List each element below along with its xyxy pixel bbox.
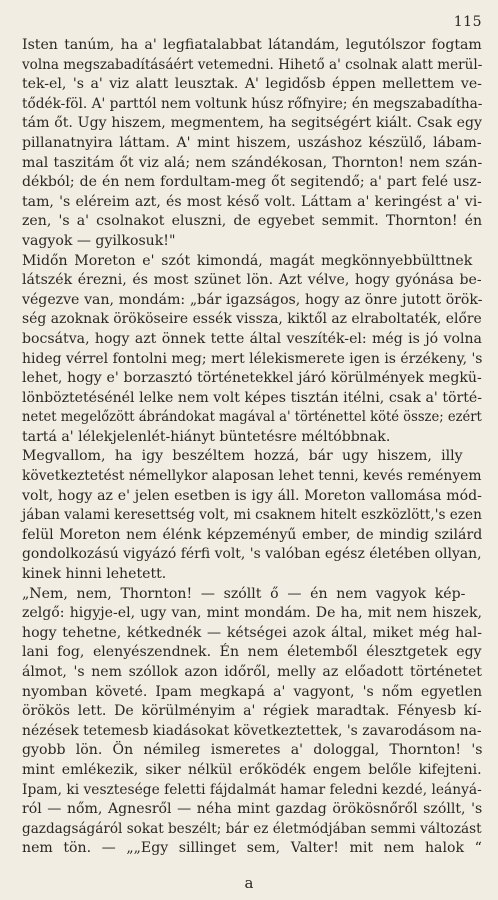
body-text bbox=[22, 36, 482, 859]
text-line: vagyok — gyilkosuk!" bbox=[22, 232, 176, 249]
text-line: Megvallom, ha igy beszéltem hozzá, bár ugy hiszem, illy bbox=[22, 448, 463, 465]
text-line: volt, hogy az e' jelen esetben is igy áll. Moreton vallomása mód- bbox=[22, 487, 482, 504]
text-line: Ipam, ki vesztesége feletti fájdalmát hamar feledni kezdé, leányá- bbox=[22, 781, 482, 798]
text-line: végezve van, mondám: „bár igazságos, hogy az önre jutott örök- bbox=[22, 291, 483, 308]
signature-mark: a bbox=[244, 874, 254, 892]
text-line: gazdagságáról sokat beszélt; bár ez életmódjában semmi változást bbox=[22, 820, 482, 837]
text-line: hogy tehetne, kétkednék — kétségei azok által, miket még hal- bbox=[22, 624, 483, 641]
text-line: ség azoknak örököseire essék vissza, kiktől az elraboltaték, előre bbox=[22, 311, 482, 328]
text-line: nyomban követé. Ipam megkapá a' vagyont, 's nőm egyetlen bbox=[22, 683, 483, 700]
text-line: tám őt. Ugy hiszem, megmentem, ha segitségért kiált. Csak egy bbox=[22, 115, 482, 132]
text-line: „Nem, nem, Thornton! — szóllt ő — én nem vagyok kép- bbox=[22, 585, 466, 602]
text-line: lani fog, elenyészendnek. Én nem életemből élesztgetek egy bbox=[22, 644, 482, 661]
text-line: lehet, hogy e' borzasztó történetekkel járó körülmények megkü- bbox=[22, 370, 482, 387]
text-line: netet megelőzött ábrándokat magával a' történettel köté össze; ezért bbox=[22, 409, 482, 426]
text-line: zelgő: higyje-el, ugy van, mint mondám. De ha, mit nem hiszek, bbox=[22, 605, 483, 622]
text-line: mal taszitám őt viz alá; nem szándékosan, Thornton! nem szán- bbox=[22, 154, 483, 171]
text-line: hideg vérrel fontolni meg; mert lélekismerete igen is érzékeny, 's bbox=[22, 350, 483, 367]
text-line: lönböztetésénél lelke nem volt képes tisztán itélni, csak a' törté- bbox=[22, 389, 482, 406]
text-line: zen, 's a' csolnakot eluszni, de egyebet semmit. Thornton! én bbox=[22, 213, 483, 230]
text-line: tek-el, 's a' viz alatt leusztak. A' legidősb éppen mellettem ve- bbox=[22, 76, 482, 93]
text-line: következtetést némellykor alaposan lehet tenni, kevés reményem bbox=[22, 468, 482, 485]
text-line: volna megszabadításáért vetemedni. Hihető a' csolnak alatt merül- bbox=[22, 56, 483, 73]
text-line: látszék érezni, és most szünet lön. Azt vélve, hogy gyónása be- bbox=[22, 272, 482, 289]
text-line: Midőn Moreton e' szót kimondá, magát megkönnyebbülttnek bbox=[22, 252, 473, 269]
text-line: tam, 's eléreim azt, és most késő volt. Láttam a' keringést a' vi- bbox=[22, 193, 483, 210]
page-number: 115 bbox=[453, 14, 482, 30]
text-line: Isten tanúm, ha a' legfiatalabbat látandám, legutólszor fogtam bbox=[22, 37, 482, 53]
text-line: tődék-föl. A' parttól nem voltunk húsz rőfnyire; én megszabadítha- bbox=[22, 95, 483, 112]
text-line: pillanatnyira láttam. A' mint hiszem, uszáshoz készülő, lábam- bbox=[22, 134, 482, 151]
text-line: örökös lett. De körülményim a' régiek maradtak. Fényesb kí- bbox=[22, 703, 482, 720]
text-line: jában valami keresettség volt, mi csaknem hitelt eszközlött,'s ezen bbox=[22, 507, 482, 524]
text-line: mint emlékezik, siker nélkül erőködék engem belőle kifejteni. bbox=[22, 761, 482, 778]
text-line: bocsátva, hogy azt önnek tette által veszíték-el: még is jó volna bbox=[22, 330, 482, 347]
text-line: nem tön. — „„Egy sillinget sem, Valter! mit nem halok “ bbox=[22, 840, 482, 857]
text-line: ról — nőm, Agnesről — néha mint gazdag örökösnőről szóllt, 's bbox=[22, 801, 483, 818]
text-line: nézések tetemesb kiadásokat következtettek, 's zavarodásom na- bbox=[22, 722, 482, 739]
text-line: álmot, 's nem szóllok azon időről, melly az előadott történetet bbox=[22, 664, 482, 680]
text-line: tartá a' lélekjelenlét-hiányt büntetésre méltóbbnak. bbox=[22, 428, 391, 445]
text-line: gondolkozású vigyázó férfi volt, 's valóban egész életében ollyan, bbox=[22, 546, 482, 563]
text-line: gyobb lön. Ön némileg ismeretes a' dologgal, Thornton! 's bbox=[22, 742, 483, 759]
text-line: felül Moreton nem élénk képzeményű ember, de mindig szilárd bbox=[22, 526, 483, 543]
text-line: kinek hinni lehetett. bbox=[22, 566, 167, 583]
text-line: dékból; de én nem fordultam-meg őt segitendő; a' part felé usz- bbox=[22, 174, 482, 191]
